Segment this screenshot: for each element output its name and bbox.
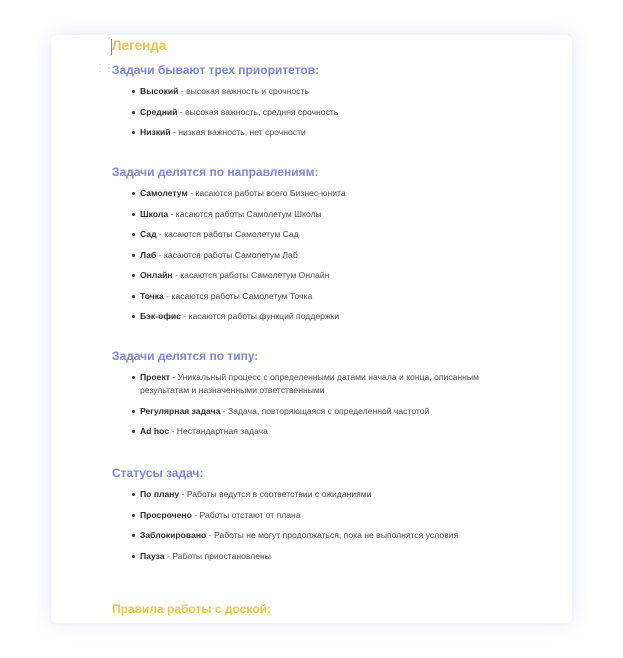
direction-list bbox=[112, 187, 532, 323]
section-heading[interactable]: Задачи делятся по направлениям: bbox=[112, 165, 319, 179]
section-heading[interactable]: Статусы задач: bbox=[112, 466, 204, 480]
list-item[interactable]: Низкий - низкая важность, нет срочности bbox=[112, 126, 485, 139]
section-directions bbox=[112, 165, 532, 323]
list-item[interactable]: Проект - Уникальный процесс с определенными датами начала и конца, описанным результатам и назначенными ответственными bbox=[112, 371, 485, 397]
list-item[interactable]: Высокий - высокая важность и срочность bbox=[112, 85, 485, 98]
drag-handle-icon[interactable]: ⋮⋮ bbox=[95, 63, 113, 74]
list-item[interactable]: Пауза - Работы приостановлены bbox=[112, 550, 485, 563]
list-item[interactable]: Самолетум - касаются работы всего Бизнес-юнита bbox=[112, 187, 485, 200]
list-item[interactable]: Школа - касаются работы Самолетум Школы bbox=[112, 208, 485, 221]
list-item[interactable]: Лаб - касаются работы Самолетум Лаб bbox=[112, 249, 485, 262]
list-item[interactable]: Заблокировано - Работы не могут продолжаться, пока не выполнятся условия bbox=[112, 529, 485, 542]
list-item[interactable]: Бэк-офис - касаются работы функций поддержки bbox=[112, 310, 485, 323]
section-heading[interactable]: Правила работы с доской: bbox=[112, 602, 271, 616]
section-types bbox=[112, 349, 532, 438]
list-item[interactable]: Ad hoc - Нестандартная задача bbox=[112, 425, 485, 438]
list-item[interactable]: Сад - касаются работы Самолетум Сад bbox=[112, 228, 485, 241]
section-heading[interactable]: Задачи делятся по типу: bbox=[112, 349, 259, 363]
list-item[interactable]: Онлайн - касаются работы Самолетум Онлайн bbox=[112, 269, 485, 282]
type-list bbox=[112, 371, 532, 438]
list-item[interactable]: Точка - касаются работы Самолетум Точка bbox=[112, 290, 485, 303]
section-priorities bbox=[112, 63, 532, 139]
priority-list bbox=[112, 85, 532, 139]
status-list bbox=[112, 488, 532, 563]
list-item[interactable]: Регулярная задача - Задача, повторяющаяся с определенной частотой bbox=[112, 405, 485, 418]
page-title[interactable]: Легенда bbox=[112, 38, 167, 53]
list-item[interactable]: Средний - высокая важность, средняя срочность bbox=[112, 106, 485, 119]
list-item[interactable]: По плану - Работы ведутся в соответствии с ожиданиями bbox=[112, 488, 485, 501]
section-board-rules bbox=[112, 602, 532, 616]
section-heading[interactable]: Задачи бывают трех приоритетов: bbox=[112, 63, 320, 77]
document-card bbox=[51, 35, 572, 623]
list-item[interactable]: Просрочено - Работы отстают от плана bbox=[112, 509, 485, 522]
section-statuses bbox=[112, 466, 532, 563]
